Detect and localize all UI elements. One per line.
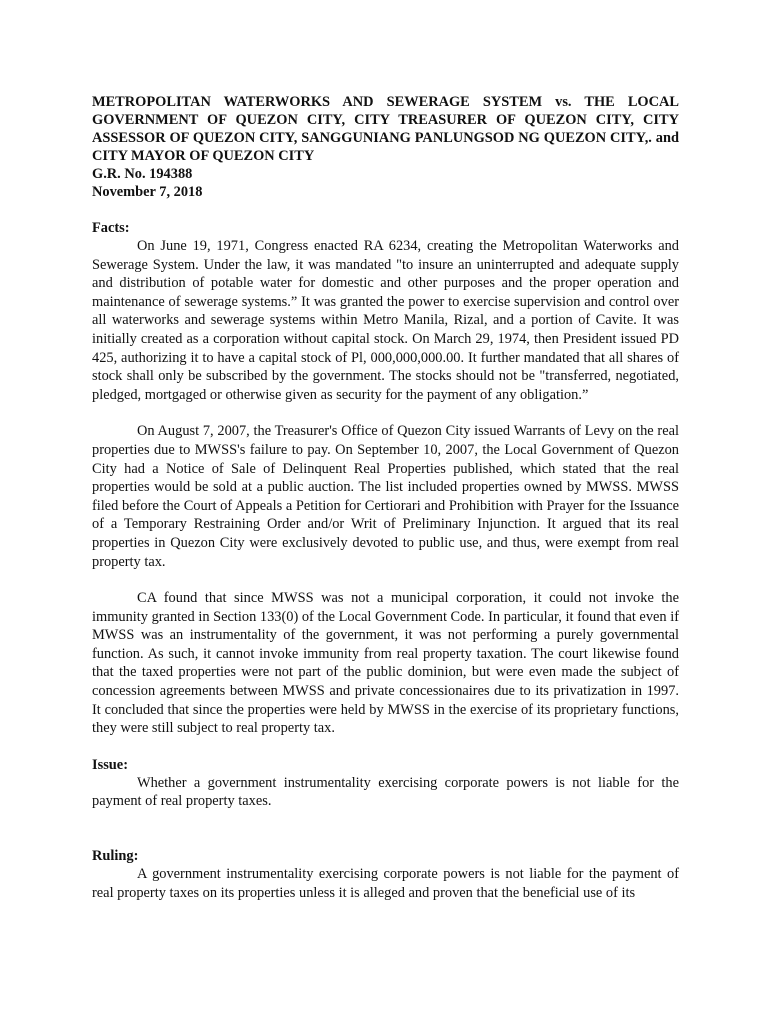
case-title: METROPOLITAN WATERWORKS AND SEWERAGE SYSTEM vs. THE LOCAL GOVERNMENT OF QUEZON CITY, CITY TREASURER OF QUEZON CITY, CITY ASSESSOR OF QUEZON CITY, SANGGUNIANG PANLUNGSOD NG QUEZON CITY,. and CITY MAYOR OF QUEZON CITY: [92, 94, 679, 164]
facts-paragraph-3: CA found that since MWSS was not a municipal corporation, it could not invoke the immunity granted in Section 133(0) of the Local Government Code. In particular, it found that even if MWSS was an instrumentality of the government, it was not performing a purely governmental function. As such, it cannot invoke immunity from real property taxation. The court likewise found that the taxed properties were not part of the public dominion, but were even made the subject of concession agreements between MWSS and private concessionaires due to its privatization in 1997. It concluded that since the properties were held by MWSS in the exercise of its proprietary functions, they were still subject to real property tax.: [92, 590, 679, 737]
facts-paragraph-2: On August 7, 2007, the Treasurer's Office of Quezon City issued Warrants of Levy on the real properties due to MWSS's failure to pay. On September 10, 2007, the Local Government of Quezon City had a Notice of Sale of Delinquent Real Properties published, which stated that the real properties would be sold at a public auction. The list included properties owned by MWSS. MWSS filed before the Court of Appeals a Petition for Certiorari and Prohibition with Prayer for the Issuance of a Temporary Restraining Order and/or Writ of Preliminary Injunction. It argued that its real properties in Quezon City were exclusively devoted to public use, and thus, were exempt from real property tax.: [92, 423, 679, 570]
case-gr-number: G.R. No. 194388: [92, 166, 193, 182]
facts-paragraph-1: On June 19, 1971, Congress enacted RA 6234, creating the Metropolitan Waterworks and Sewerage System. Under the law, it was mandated "to insure an uninterrupted and adequate supply and distribution of potable water for domestic and other purposes and the proper operation and maintenance of sewerage systems.” It was granted the power to exercise supervision and control over all waterworks and sewerage systems within Metro Manila, Rizal, and a portion of Cavite. It was initially created as a corporation without capital stock. On March 29, 1974, then President issued PD 425, authorizing it to have a capital stock of Pl, 000,000,000.00. It further mandated that all shares of stock shall only be subscribed by the government. The stocks should not be "transferred, negotiated, pledged, mortgaged or otherwise given as security for the payment of any obligation.”: [92, 238, 679, 403]
case-header: [92, 93, 679, 201]
ruling-paragraph: A government instrumentality exercising corporate powers is not liable for the payment of real property taxes on its properties unless it is alleged and proven that the beneficial use of its: [92, 866, 679, 901]
issue-paragraph: Whether a government instrumentality exercising corporate powers is not liable for the payment of real property taxes.: [92, 774, 679, 810]
case-date: November 7, 2018: [92, 184, 203, 200]
facts-heading: Facts:: [92, 220, 130, 236]
issue-heading: Issue:: [92, 756, 128, 773]
ruling-heading: Ruling:: [92, 848, 139, 865]
